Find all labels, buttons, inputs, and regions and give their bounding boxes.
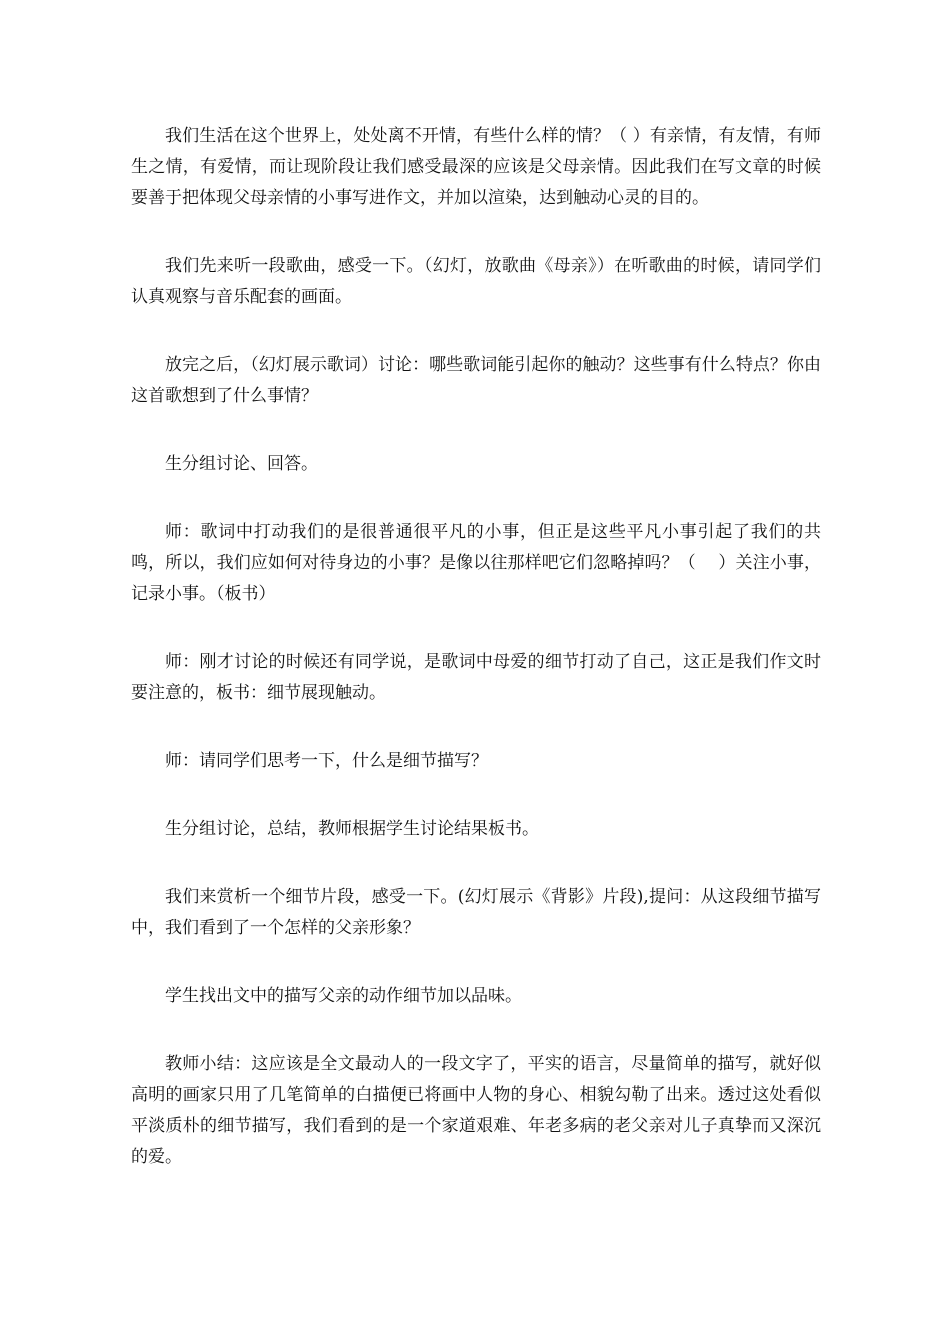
paragraph-listen-song: 我们先来听一段歌曲，感受一下。（幻灯，放歌曲《母亲》）在听歌曲的时候，请同学们认真观察与音乐配套的画面。 bbox=[131, 256, 821, 307]
paragraph-teacher-small-things: 师：歌词中打动我们的是很普通很平凡的小事，但正是这些平凡小事引起了我们的共鸣，所以，我们应如何对待身边的小事？是像以往那样吧它们忽略掉吗？（ ）关注小事，记录小事。（板书） bbox=[131, 522, 821, 604]
paragraph-students-answer: 生分组讨论、回答。 bbox=[165, 454, 318, 474]
paragraph-discussion-lyrics: 放完之后，（幻灯展示歌词）讨论：哪些歌词能引起你的触动？这些事有什么特点？你由这首歌想到了什么事情？ bbox=[131, 355, 821, 406]
paragraph-teacher-conclusion: 教师小结：这应该是全文最动人的一段文字了，平实的语言，尽量简单的描写，就好似高明的画家只用了几笔简单的白描便已将画中人物的身心、相貌勾勒了出来。透过这处看似平淡质朴的细节描写，我们看到的是一个家道艰难、年老多病的老父亲对儿子真挚而又深沉的爱。 bbox=[131, 1054, 821, 1167]
paragraph-students-find-details: 学生找出文中的描写父亲的动作细节加以品味。 bbox=[165, 986, 522, 1006]
paragraph-teacher-question: 师：请同学们思考一下，什么是细节描写？ bbox=[165, 751, 488, 771]
document-body bbox=[131, 121, 821, 1210]
paragraph-appreciate-excerpt: 我们来赏析一个细节片段，感受一下。(幻灯展示《背影》片段),提问：从这段细节描写中，我们看到了一个怎样的父亲形象？ bbox=[131, 887, 821, 938]
paragraph-students-summary: 生分组讨论，总结，教师根据学生讨论结果板书。 bbox=[165, 819, 539, 839]
paragraph-intro-emotions: 我们生活在这个世界上，处处离不开情，有些什么样的情？（ ）有亲情，有友情，有师生之情，有爱情，而让现阶段让我们感受最深的应该是父母亲情。因此我们在写文章的时候要善于把体现父母亲情的小事写进作文，并加以渲染，达到触动心灵的目的。 bbox=[131, 126, 821, 208]
paragraph-teacher-details: 师：刚才讨论的时候还有同学说，是歌词中母爱的细节打动了自己，这正是我们作文时要注意的，板书：细节展现触动。 bbox=[131, 652, 821, 703]
